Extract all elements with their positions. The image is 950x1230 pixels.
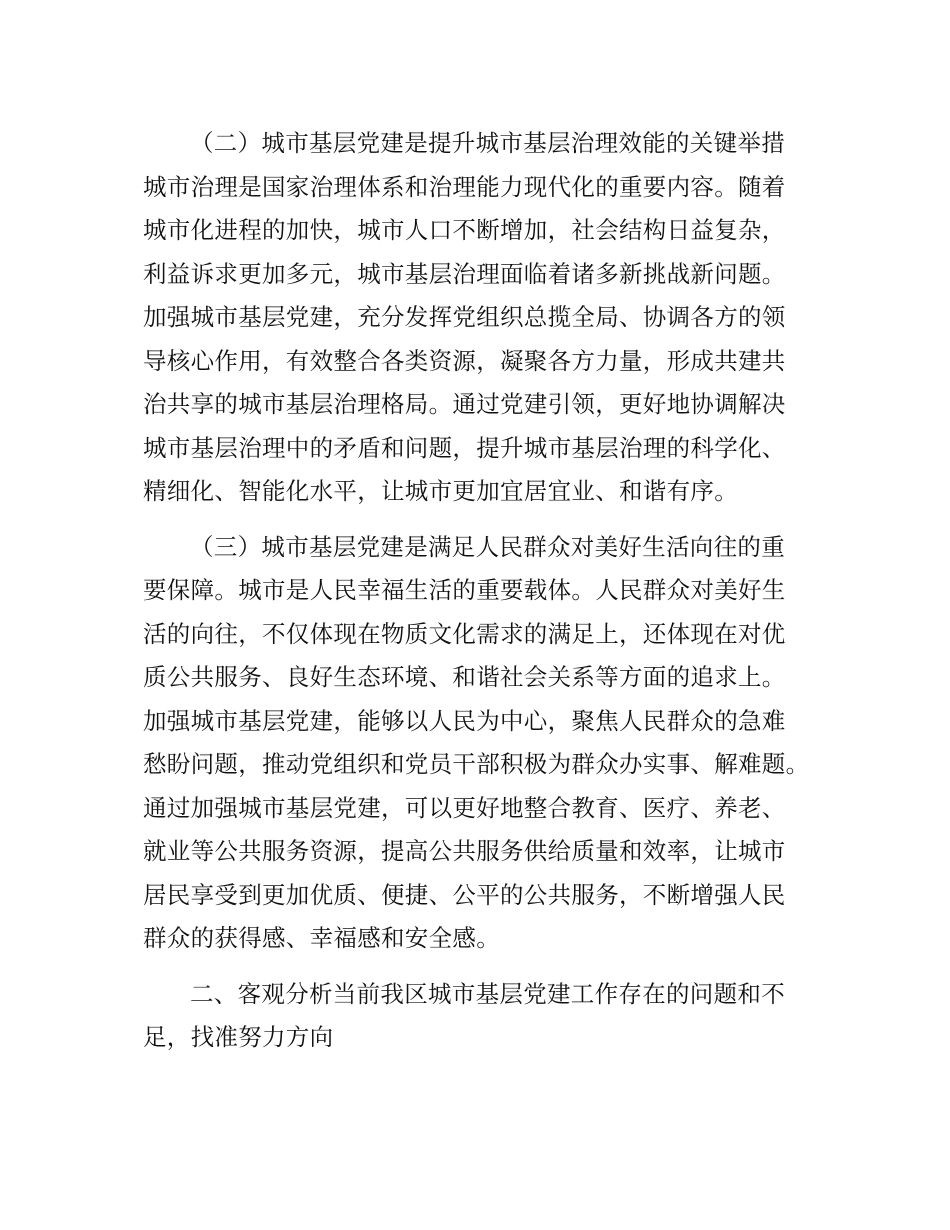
document-body [143,122,813,1060]
paragraph-heading-line: （二）城市基层党建是提升城市基层治理效能的关键举措 [190,129,785,157]
paragraph-line: 居民享受到更加优质、便捷、公平的公共服务，不断增强人民 [143,880,786,909]
section-heading-line: 二、客观分析当前我区城市基层党建工作存在的问题和不 [190,979,785,1008]
paragraph-line: 加强城市基层党建，充分发挥党组织总揽全局、协调各方的领 [143,303,786,331]
paragraph-heading-line: （三）城市基层党建是满足人民群众对美好生活向往的重 [190,532,785,561]
paragraph-spacer [143,961,813,973]
paragraph-line: 质公共服务、良好生态环境、和谐社会关系等方面的追求上。 [143,663,786,691]
section-heading-problems [143,973,813,1060]
paragraph-line: 群众的获得感、幸福感和安全感。 [143,924,500,952]
paragraph-line: 导核心作用，有效整合各类资源，凝聚各方力量，形成共建共 [143,346,786,375]
paragraph-line: 愁盼问题，推动党组织和党员干部积极为群众办实事、解难题。 [143,750,810,778]
paragraph-line: 要保障。城市是人民幸福生活的重要载体。人民群众对美好生 [143,576,786,604]
paragraph-line: 活的向往，不仅体现在物质文化需求的满足上，还体现在对优 [143,619,786,648]
paragraph-line: 精细化、智能化水平，让城市更加宜居宜业、和谐有序。 [143,477,738,505]
paragraph-line: 城市治理是国家治理体系和治理能力现代化的重要内容。随着 [143,172,786,201]
paragraph-line: 城市化进程的加快，城市人口不断增加，社会结构日益复杂， [143,216,786,244]
paragraph-urban-governance [143,122,813,514]
paragraph-better-life [143,526,813,961]
paragraph-line: 加强城市基层党建，能够以人民为中心，聚焦人民群众的急难 [143,706,786,735]
paragraph-line: 城市基层治理中的矛盾和问题，提升城市基层治理的科学化、 [143,433,786,462]
paragraph-line: 通过加强城市基层党建，可以更好地整合教育、医疗、养老、 [143,793,786,822]
section-heading-line: 足，找准努力方向 [143,1023,334,1051]
paragraph-line: 治共享的城市基层治理格局。通过党建引领，更好地协调解决 [143,390,786,418]
paragraph-spacer [143,514,813,526]
paragraph-line: 就业等公共服务资源，提高公共服务供给质量和效率，让城市 [143,837,786,865]
paragraph-line: 利益诉求更加多元，城市基层治理面临着诸多新挑战新问题。 [143,259,786,288]
